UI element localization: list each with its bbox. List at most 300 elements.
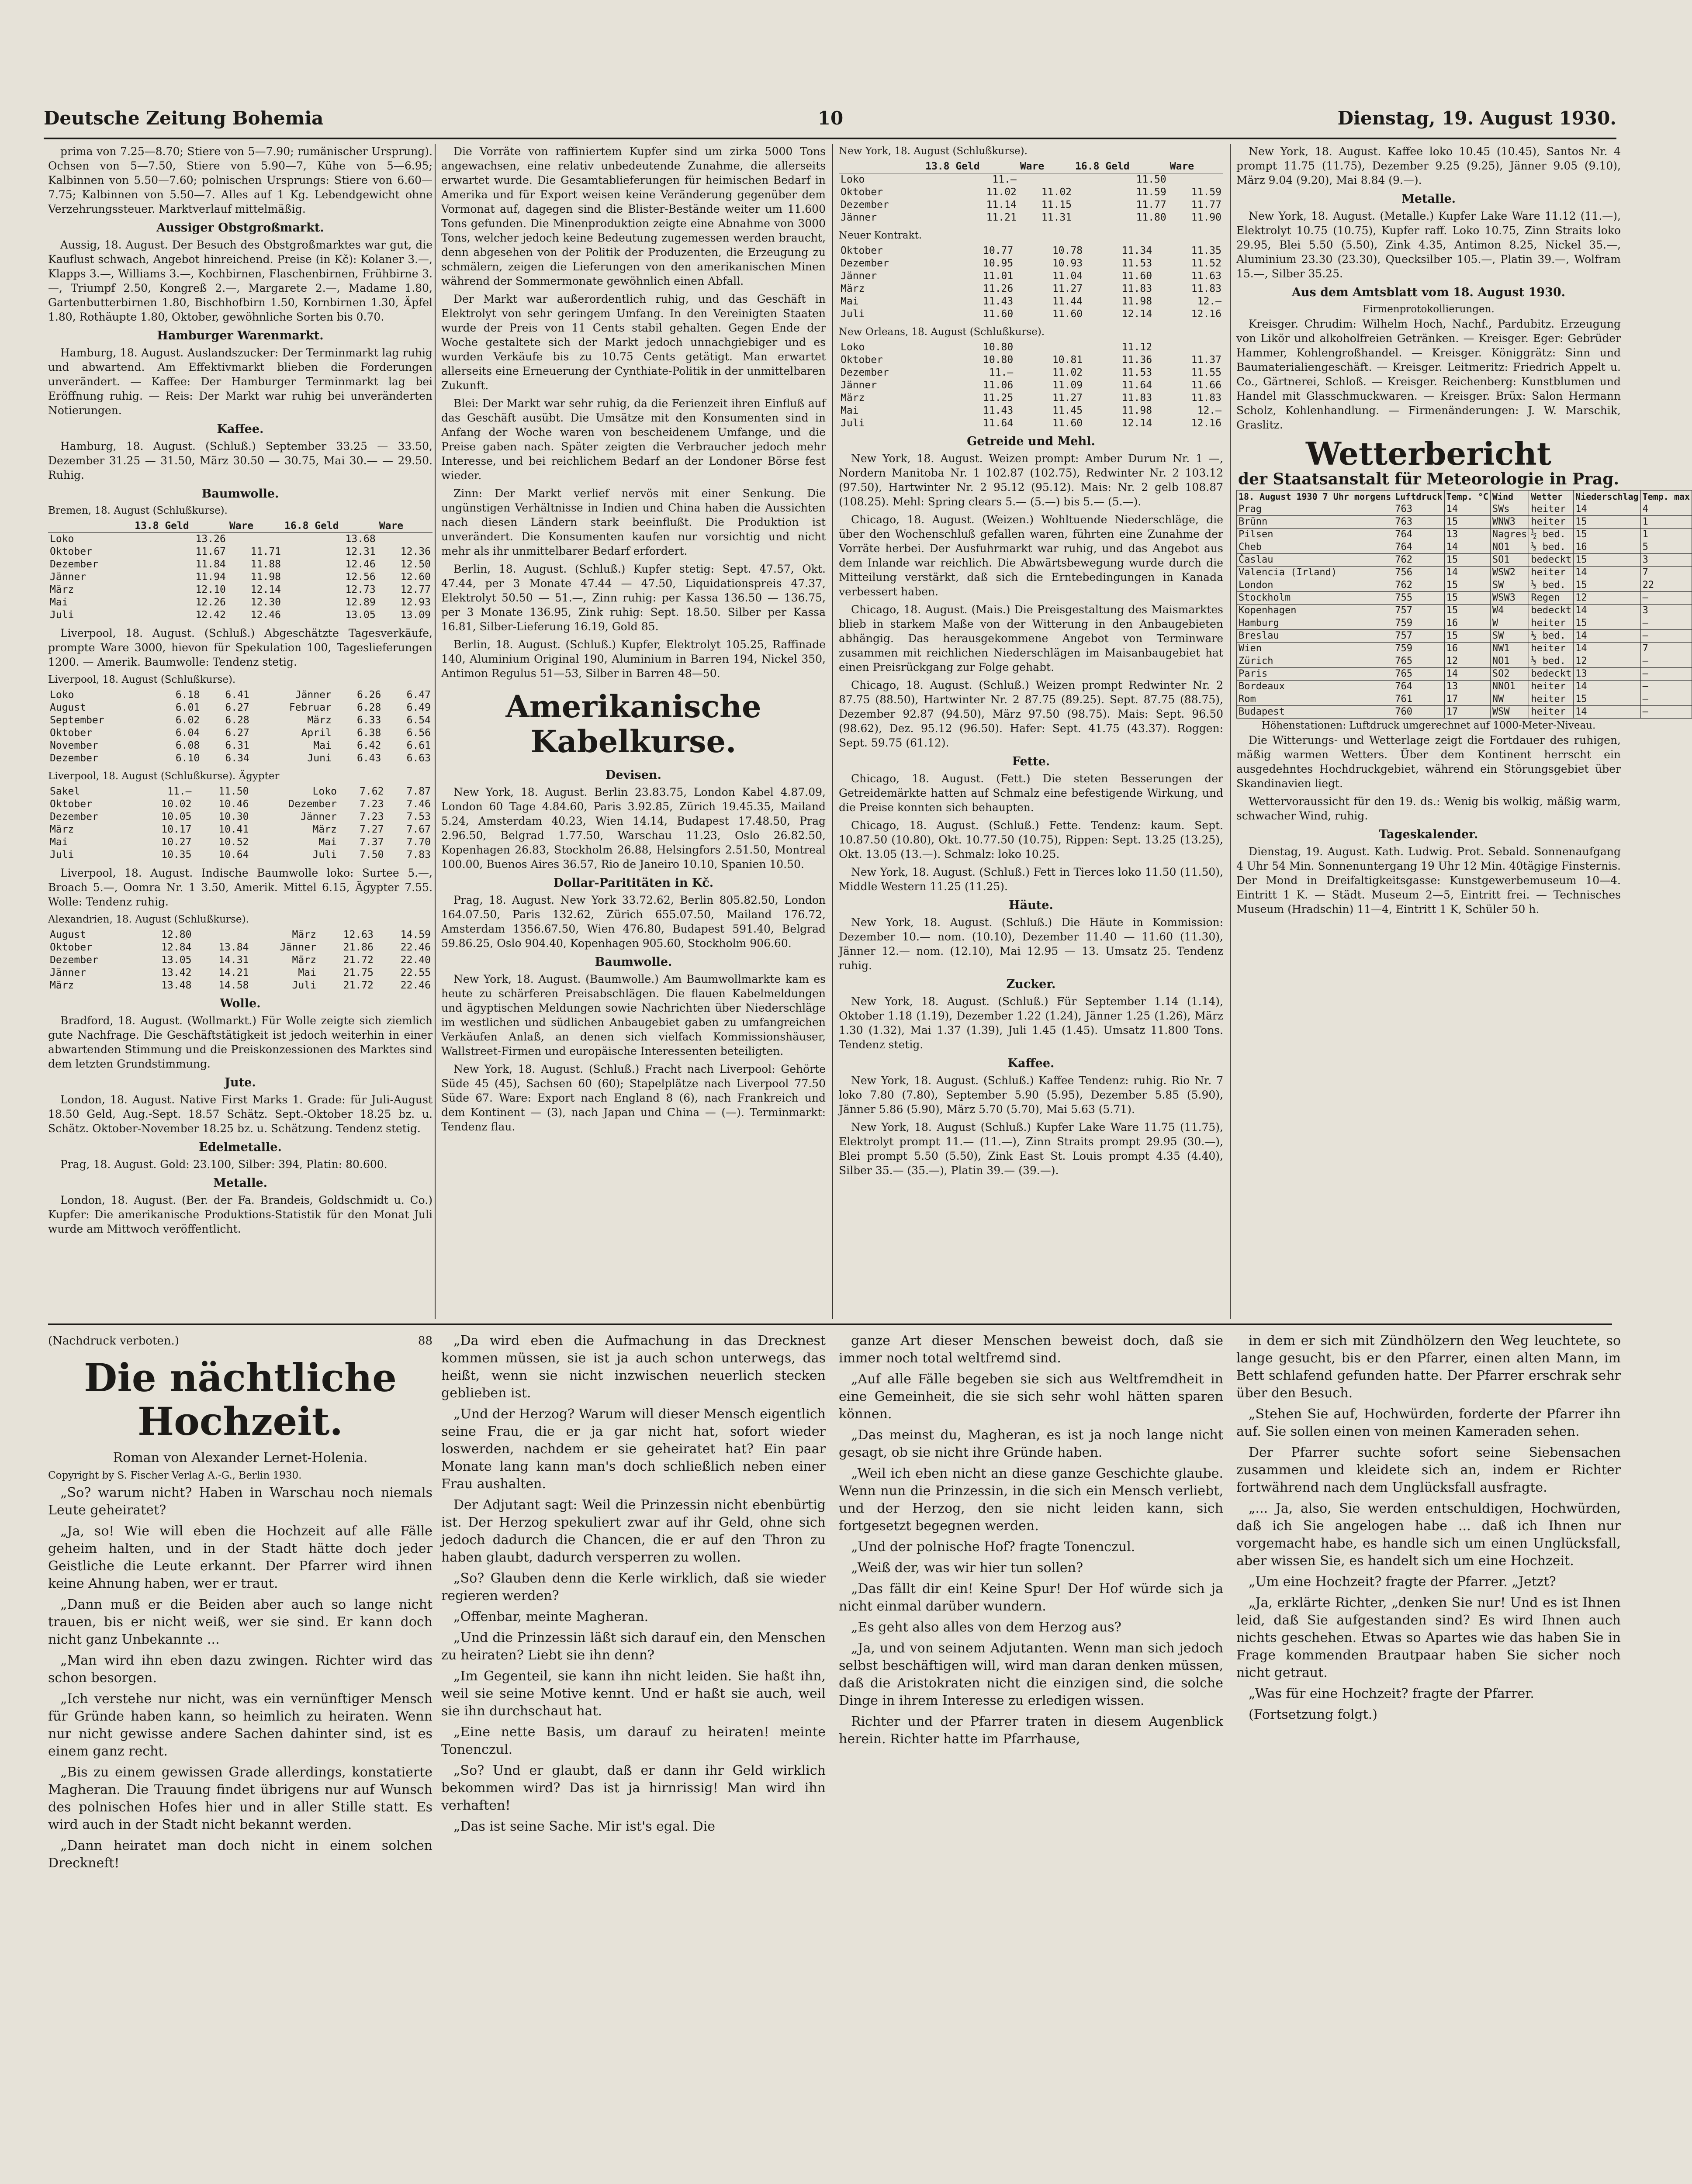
table-cell: 12.56 (345, 571, 376, 583)
table-cell: 11.90 (1191, 212, 1221, 223)
table-cell: 13.48 (161, 980, 192, 991)
table-cell: 12.63 (343, 929, 374, 940)
table-cell: — (1640, 592, 1692, 605)
table-cell: 22 (1640, 579, 1692, 592)
metals-text: New York, 18. August. (Metalle.) Kupfer Lake Ware 11.12 (11.—), Elektrolyt 10.75 (10.75), Kupfer raff. Loko 10.75, Zinn Straits loko 29.95, Blei 5.50 (5.50), Zink 4.35, Antimon 8.25, Nickel 35.—, Aluminium 23.30 (23.30), Quecksilber 105.—, Platin 39.—, Wolfram 15.—, Silber 35.25. (1236, 210, 1621, 280)
table-cell: Dezember (50, 954, 98, 966)
berlin-metals: Berlin, 18. August. (Schluß.) Kupfer stetig: Sept. 47.57, Okt. 47.44, per 3 Monate 47.44 — 47.50, Liquidationspreis 47.37, Elektrolyt 50.50 — 51.—, Zinn ruhig: per Kassa 136.50 — 136.75, per 3 Monate 136.95, Zink ruhig: Sept. 18.50. Silber per Kassa 16.81, Silber-Lieferung 16.19, Gold 85. (441, 563, 826, 633)
table-row (48, 727, 433, 740)
table-cell: Mai (313, 740, 332, 751)
table-header-cell: Luftdruck (1393, 491, 1444, 503)
table-cell: 11.83 (1191, 283, 1221, 294)
table-header-cell: Wind (1490, 491, 1529, 503)
table-cell: Dezember (50, 811, 98, 822)
table-cell: 763 (1393, 516, 1444, 529)
table-cell: 10.93 (1052, 258, 1083, 269)
weather-title: Wetterbericht (1306, 435, 1551, 472)
market-column-4 (1236, 144, 1690, 1319)
story-paragraph: Der Adjutant sagt: Weil die Prinzessin nicht ebenbürtig ist. Der Herzog spekuliert zwar auf ihr Geld, ohne sich jedoch dadurch die Chancen, die er auf den Thron zu haben glaubt, dadurch versperren zu wollen. (441, 1497, 826, 1565)
story-text (839, 1332, 1223, 1748)
table-cell: 13.26 (195, 533, 226, 545)
table-cell: 7.50 (360, 849, 384, 860)
section-title: Fette. (1012, 755, 1050, 768)
table-header-cell: Temp. max (1640, 491, 1692, 503)
table-cell: 6.28 (356, 702, 381, 713)
table-cell: Mai (50, 597, 68, 608)
table-row (1237, 579, 1692, 592)
table-cell (193, 929, 250, 941)
table-row (48, 558, 433, 571)
table-cell: 7.87 (406, 786, 431, 797)
table-header-cell: Temp. °C (1444, 491, 1490, 503)
table-cell: 14 (1574, 605, 1641, 617)
table-header-cell (839, 160, 924, 173)
table-cell: Juli (841, 418, 865, 429)
table-row (1237, 668, 1692, 681)
table-cell: Jänner (50, 967, 87, 978)
table-cell: 11.— (992, 174, 1017, 185)
table-row (48, 584, 433, 596)
new-orleans-table (839, 341, 1223, 430)
table-cell: 15 (1574, 516, 1641, 529)
table-cell: 6.10 (175, 753, 200, 764)
table-cell: Loko (841, 174, 865, 185)
table-row (1237, 529, 1692, 541)
story-paragraph: ganze Art dieser Menschen beweist doch, daß sie immer noch total weltfremd sind. (839, 1333, 1223, 1366)
table-cell: August (50, 702, 87, 713)
table-cell: 7.37 (360, 836, 384, 848)
table-cell: 6.54 (406, 715, 431, 726)
table-cell: Loko (50, 533, 74, 545)
table-row (839, 417, 1223, 430)
table-cell: November (50, 740, 98, 751)
table-cell: Oktober (841, 354, 883, 366)
table-cell: 13 (1444, 681, 1490, 693)
table-cell: 6.63 (406, 753, 431, 764)
table-cell: 11.35 (1191, 245, 1221, 256)
story-title: Die nächtliche Hochzeit. (84, 1355, 397, 1444)
story-paragraph: „Da wird eben die Aufmachung in das Drecknest kommen müssen, sie ist ja auch schon unterwegs, das heißt, wenn sie nicht inzwischen neuerlich stecken geblieben ist. (441, 1333, 826, 1401)
table-row (839, 186, 1223, 199)
story-paragraph: „Ja, so! Wie will eben die Hochzeit auf alle Fälle geheim halten, und in der Stadt hätte doch jeder Geistliche die Leute erkannt. Der Pfarrer wird ihnen keine Ahnung haben, wer er traut. (48, 1524, 433, 1591)
grain-text: Chicago, 18. August. (Schluß.) Weizen prompt Redwinter Nr. 2 87.75 (88.50), Hartwinter Nr. 2 87.75 (89.25). Sept. 87.75 (88.75), Dezember 92.87 (94.50), März 97.50 (98.75). Mais: Sept. 96.50 (98.62), Dez. 95.12 (96.50). Hafer: Sept. 41.75 (43.37). Roggen: Sept. 59.75 (61.12). (839, 679, 1223, 749)
paper-name: Deutsche Zeitung Bohemia (44, 107, 324, 129)
story-paragraph: „Ich verstehe nur nicht, was ein vernünftiger Mensch für Gründe haben kann, so heimlich zu heiraten. Wenn nur nicht gewisse andere Sachen dahinter sind, ist es einem ganz recht. (48, 1691, 433, 1759)
section-title: Wolle. (220, 997, 261, 1010)
weather-table (1236, 490, 1692, 719)
table-row (839, 366, 1223, 379)
table-cell: Juli (50, 849, 74, 860)
table-cell: 16 (1444, 617, 1490, 630)
story-header (48, 1332, 433, 1350)
table-cell: 762 (1393, 579, 1444, 592)
table-cell: 12.60 (400, 571, 431, 583)
table-cell: 12.16 (1191, 418, 1221, 429)
table-cell: ½ bed. (1529, 630, 1574, 643)
cable-rates-title: Amerikanische Kabelkurse. (505, 688, 761, 760)
table-cell: 11.88 (250, 559, 281, 570)
table-cell: 11.64 (1121, 380, 1152, 391)
reprint-notice: (Nachdruck verboten.) (48, 1334, 179, 1348)
liverpool-egypt-table (48, 785, 433, 861)
liverpool-cotton-table (48, 689, 433, 765)
table-body (839, 173, 1223, 225)
table-cell: 11.64 (983, 418, 1014, 429)
metals-text: London, 18. August. (Ber. der Fa. Brandeis, Goldschmidt u. Co.) Kupfer: Die amerikanische Produktions-Statistik für den Monat Juli wurde am Mittwoch veröffentlicht. (48, 1194, 433, 1235)
table-cell: 13.05 (345, 609, 376, 621)
table-cell: Loko (312, 786, 337, 797)
table-row (1237, 630, 1692, 643)
copper-report: Die Vorräte von raffiniertem Kupfer sind um zirka 5000 Tons angewachsen, eine relativ unbedeutende Zunahme, die allerseits erwartet wurde. Die Gesamtablieferungen für heimischen Bedarf in Amerika und für Export weisen keine Veränderung gegenüber dem Vormonat auf, dagegen sind die Blister-Bestände weiter um 11.600 Tons gefunden. Die Minenproduktion zeigte eine Abnahme von 3000 Tons, welcher jedoch keine Bedeutung zugemessen werden braucht, denn abgesehen von der Politik der Produzenten, die Erzeugung zu schmälern, zeigen die Lieferungen von den amerikanischen Minen während der Sommermonate gewöhnlich einen Abfall. (441, 145, 826, 287)
masthead-rule (44, 138, 1616, 139)
table-cell: 11.37 (1191, 354, 1221, 366)
story-paragraph: „Das fällt dir ein! Keine Spur! Der Hof würde sich ja nicht einmal darüber wundern. (839, 1581, 1223, 1614)
table-cell: 11.80 (1136, 212, 1166, 223)
section-title: Aussiger Obstgroßmarkt. (156, 221, 324, 235)
table-row (839, 257, 1223, 270)
indian-cotton-text: Liverpool, 18. August. Indische Baumwolle loko: Surtee 5.—, Broach 5.—, Oomra Nr. 1 3.50, Amerik. Mittel 6.15, Ägypter 7.55. Wolle: Tendenz ruhig. (48, 867, 433, 908)
coffee-text: New York, 18. August. Kaffee loko 10.45 (10.45), Santos Nr. 4 prompt 11.75 (11.75), Dezember 9.25 (9.25), Jänner 9.05 (9.10), März 9.04 (9.20), Mai 8.84 (9.—). (1236, 145, 1621, 187)
table-cell: Loko (841, 342, 865, 353)
table-cell: 14 (1444, 668, 1490, 681)
table-cell: 12.10 (195, 584, 226, 595)
table-cell: 14 (1574, 503, 1641, 516)
table-cell: heiter (1529, 681, 1574, 693)
table-header-cell: Ware (1018, 160, 1073, 173)
table-row (48, 849, 433, 861)
table-cell: 22.55 (400, 967, 431, 978)
table-cell: 13.42 (161, 967, 192, 978)
section-divider (48, 1324, 1612, 1325)
table-row (48, 740, 433, 752)
table-caption: Alexandrien, 18. August (Schlußkurse). (48, 914, 249, 925)
table-cell: 6.27 (225, 702, 249, 713)
table-cell: 5 (1640, 541, 1692, 554)
story-paragraph: „Stehen Sie auf, Hochwürden, forderte der Pfarrer ihn auf. Sie sollen einen von meinen Kameraden sehen. (1236, 1406, 1621, 1439)
table-cell: Dezember (841, 367, 889, 378)
episode-number: 88 (418, 1334, 433, 1348)
liverpool-text: Liverpool, 18. August. (Schluß.) Abgeschätzte Tagesverkäufe, prompte Ware 3000, hievon für Spekulation 100, Tageslieferungen 1200. — Amerik. Baumwolle: Tendenz stetig. (48, 627, 433, 668)
hamburg-market-text: Hamburg, 18. August. Auslandszucker: Der Terminmarkt lag ruhig und abwartend. Am Effektivmarkt blieben die Forderungen unverändert. — Kaffee: Der Hamburger Terminmarkt lag bei Eröffnung ruhig. — Reis: Der Markt war ruhig bei unveränderten Notierungen. (48, 346, 433, 417)
grain-text: Chicago, 18. August. (Weizen.) Wohltuende Niederschläge, die über den Wochenschluß gefallen waren, führten eine Zunahme der Vorräte herbei. Der Ausfuhrmarkt war ruhig, und das Angebot aus dem Inlande war reichlich. Die Abwärtsbewegung wurde durch die Mitteilung verstärkt, daß sich die Erntebedingungen in Kanada verbessert haben. (839, 513, 1223, 598)
story-paragraph: „Ja, und von seinem Adjutanten. Wenn man sich jedoch selbst beschäftigen will, wird man daran denken müssen, daß die Aristokraten nicht die einzigen sind, die solche Dinge in ihrem Interesse zu erledigen wissen. (839, 1641, 1223, 1708)
table-cell: 6.18 (175, 689, 200, 701)
table-row (48, 714, 433, 727)
table-row (48, 811, 433, 823)
table-cell: Jänner (50, 571, 87, 583)
table-cell: 4 (1640, 503, 1692, 516)
table-cell: — (1640, 655, 1692, 668)
table-cell: 10.02 (161, 798, 192, 810)
table-cell: Mai (318, 836, 337, 848)
fats-text: Chicago, 18. August. (Fett.) Die steten Besserungen der Getreidemärkte hatten auf Schmalz eine befestigende Wirkung, und die Preise konnten sich behaupten. (839, 772, 1223, 814)
table-cell: 22.40 (400, 954, 431, 966)
lead-report: Blei: Der Markt war sehr ruhig, da die Ferienzeit ihren Einfluß auf das Geschäft ausübt. Die Umsätze mit den Konsumenten sind in Anfang der Woche waren von bescheidenem Umfange, und die Preise gaben nach. Später zeigten die Verbraucher jedoch mehr Interesse, und bei reichlichem Bedarf an der Londoner Börse fest wieder. (441, 397, 826, 482)
table-cell: Oktober (50, 798, 92, 810)
table-row (839, 283, 1223, 295)
table-row (48, 967, 433, 979)
story-text (441, 1332, 826, 1835)
table-cell: 7.23 (360, 798, 384, 810)
table-header-cell: 13.8 Geld (133, 520, 228, 533)
table-cell: Juni (307, 753, 332, 764)
table-cell: Jänner (295, 689, 332, 701)
table-cell: Paris (1237, 668, 1393, 681)
table-cell: NW1 (1490, 643, 1529, 655)
table-cell: 6.27 (225, 727, 249, 739)
table-row (48, 609, 433, 622)
table-cell: Dezember (50, 753, 98, 764)
table-cell: NW (1490, 693, 1529, 706)
table-header-cell: Wetter (1529, 491, 1574, 503)
table-cell: NNO1 (1490, 681, 1529, 693)
table-cell: 11.98 (1121, 296, 1152, 307)
table-cell: 16 (1574, 541, 1641, 554)
hides-text: New York, 18. August. (Schluß.) Die Häute in Kommission: Dezember 10.— nom. (10.10), Dezember 11.40 — 11.60 (11.30), Jänner 12.— nom. (12.10), Mai 12.95 — 13. Umsatz 25. Tendenz ruhig. (839, 916, 1223, 972)
table-header-row (839, 160, 1223, 173)
table-body (48, 929, 433, 992)
story-paragraph: „Es geht also alles von dem Herzog aus? (851, 1620, 1121, 1635)
table-cell: 6.01 (175, 702, 200, 713)
table-cell: 3 (1640, 605, 1692, 617)
table-cell: 11.09 (1052, 380, 1083, 391)
weather-forecast: Wettervoraussicht für den 19. ds.: Wenig bis wolkig, mäßig warm, schwacher Wind, ruhig. (1236, 795, 1621, 822)
story-column-2 (441, 1332, 826, 2184)
table-cell: 10.52 (218, 836, 249, 848)
table-cell: 14.21 (218, 967, 249, 978)
table-cell: Brünn (1237, 516, 1393, 529)
table-cell: 21.72 (343, 980, 374, 991)
story-copyright: Copyright by S. Fischer Verlag A.-G., Berlin 1930. (48, 1470, 302, 1481)
table-cell: 15 (1444, 630, 1490, 643)
table-cell: 11.98 (250, 571, 281, 583)
story-paragraph: „... Ja, also, Sie werden entschuldigen, Hochwürden, daß ich Sie angelogen habe ... daß ich Ihnen nur vorgemacht habe, es handle sich um einen Unglücksfall, aber wissen Sie, es handelt sich um eine Hochzeit. (1236, 1501, 1621, 1569)
table-cell: 12 (1444, 655, 1490, 668)
table-cell: 12.31 (345, 546, 376, 557)
dollar-parity-text: Prag, 18. August. New York 33.72.62, Berlin 805.82.50, London 164.07.50, Paris 132.62, Zürich 655.07.50, Mailand 176.72, Amsterdam 1356.67.50, Wien 476.80, Budapest 591.40, Belgrad 59.86.25, Oslo 904.40, Kopenhagen 905.60, Stockholm 906.60. (441, 894, 826, 950)
table-cell: Oktober (50, 727, 92, 739)
table-row (839, 211, 1223, 224)
table-cell: 6.26 (356, 689, 381, 701)
bremen-cotton-table (48, 520, 433, 622)
table-cell: Cheb (1237, 541, 1393, 554)
table-cell: 764 (1393, 541, 1444, 554)
story-text (48, 1484, 433, 1872)
table-row (48, 941, 433, 954)
table-cell: 10.80 (983, 342, 1014, 353)
table-row (48, 954, 433, 967)
table-cell: 11.59 (1191, 187, 1221, 198)
table-cell: 11.31 (1041, 212, 1072, 223)
table-cell: 762 (1393, 554, 1444, 567)
story-text (1236, 1332, 1621, 1724)
section-title: Getreide und Mehl. (967, 435, 1095, 448)
table-cell: 765 (1393, 668, 1444, 681)
story-paragraph: „Weiß der, was wir hier tun sollen? (851, 1560, 1083, 1576)
table-cell: 11.60 (983, 308, 1014, 320)
table-cell (1154, 341, 1223, 354)
table-header-cell: Ware (228, 520, 283, 533)
table-cell: Juli (50, 609, 74, 621)
table-cell: SO1 (1490, 554, 1529, 567)
table-row (48, 546, 433, 558)
table-cell: 11.43 (983, 405, 1014, 416)
table-cell: 11.04 (1052, 270, 1083, 282)
table-cell: — (1640, 668, 1692, 681)
table-cell: 14 (1444, 541, 1490, 554)
table-cell: Loko (50, 689, 74, 701)
table-cell: heiter (1529, 706, 1574, 719)
table-cell: heiter (1529, 567, 1574, 579)
table-cell: 11.60 (1052, 418, 1083, 429)
table-row (839, 404, 1223, 417)
table-cell: 759 (1393, 643, 1444, 655)
table-cell: 10.78 (1052, 245, 1083, 256)
table-cell: 14 (1574, 706, 1641, 719)
table-cell: 11.53 (1121, 367, 1152, 378)
table-cell: Jänner (841, 212, 877, 223)
table-cell: 15 (1574, 554, 1641, 567)
table-cell: 11.15 (1041, 199, 1072, 211)
table-cell: heiter (1529, 643, 1574, 655)
column-rule (1230, 144, 1231, 1319)
story-paragraph: in dem er sich mit Zündhölzern den Weg leuchtete, so lange gesucht, bis er den Pfarrer, einen alten Mann, im Bett schlafend gefunden hatte. Der Pfarrer erschrak sehr über den Besuch. (1236, 1333, 1621, 1401)
table-cell: 6.56 (406, 727, 431, 739)
table-row (1237, 554, 1692, 567)
table-row (839, 354, 1223, 366)
table-body (839, 245, 1223, 321)
table-cell: 15 (1574, 529, 1641, 541)
table-cell: heiter (1529, 617, 1574, 630)
table-cell: Sakel (50, 786, 80, 797)
table-row (839, 392, 1223, 404)
table-cell: 11.50 (1136, 174, 1166, 185)
story-paragraph: „Dann muß er die Beiden aber auch so lange nicht trauen, bis er nicht weiß, wer sie sind. Er kann doch nicht ganz Unbekannte ... (48, 1597, 433, 1647)
section-title: Metalle. (1401, 192, 1456, 206)
table-cell (228, 533, 283, 546)
table-cell: Pilsen (1237, 529, 1393, 541)
table-cell: 7.27 (360, 824, 384, 835)
table-cell: WSW3 (1490, 592, 1529, 605)
table-cell: Jänner (300, 811, 337, 822)
table-cell: September (50, 715, 104, 726)
table-cell: 757 (1393, 630, 1444, 643)
table-cell: — (1640, 681, 1692, 693)
table-row (839, 270, 1223, 283)
table-cell: Jänner (841, 380, 877, 391)
table-header-cell: 13.8 Geld (924, 160, 1018, 173)
table-cell: 12.14 (1121, 308, 1152, 320)
table-cell: 11.— (989, 367, 1014, 378)
table-cell: 11.94 (195, 571, 226, 583)
table-cell: Juli (292, 980, 316, 991)
table-body (1237, 503, 1692, 719)
table-cell: SW (1490, 630, 1529, 643)
table-cell: 22.46 (400, 980, 431, 991)
alexandria-table (48, 929, 433, 992)
story-paragraph: „Im Gegenteil, sie kann ihn nicht leiden. Sie haßt ihn, weil sie seine Motive kennt. Und er haßt sie auch, weil sie ihn durchschaut hat. (441, 1669, 826, 1719)
table-cell: 17 (1444, 706, 1490, 719)
table-cell: 14.59 (400, 929, 431, 940)
table-cell: ½ bed. (1529, 579, 1574, 592)
story-paragraph: „So? Und er glaubt, daß er dann ihr Geld wirklich bekommen wird? Das ist ja hirnrissig! Man wird ihn verhaften! (441, 1763, 826, 1813)
table-row (1237, 681, 1692, 693)
table-cell: 12.— (1197, 405, 1221, 416)
story-paragraph: „Und die Prinzessin läßt sich darauf ein, den Menschen zu heiraten? Liebt sie ihn denn? (441, 1630, 826, 1663)
table-row (839, 173, 1223, 187)
table-row (48, 533, 433, 546)
table-cell: März (292, 929, 316, 940)
table-cell: 11.21 (986, 212, 1017, 223)
table-cell: 12 (1574, 592, 1641, 605)
table-cell: WNW3 (1490, 516, 1529, 529)
table-header-cell: 16.8 Geld (283, 520, 377, 533)
table-cell: 763 (1393, 503, 1444, 516)
table-cell: 11.55 (1191, 367, 1221, 378)
table-caption: Bremen, 18. August (Schlußkurse). (48, 505, 228, 516)
issue-date: Dienstag, 19. August 1930. (1337, 107, 1616, 129)
table-cell: 14 (1574, 643, 1641, 655)
table-cell: 7 (1640, 643, 1692, 655)
table-cell: Wien (1237, 643, 1393, 655)
table-cell: 14 (1574, 567, 1641, 579)
table-cell (1018, 173, 1073, 187)
table-cell: 12.77 (400, 584, 431, 595)
table-cell: 11.27 (1052, 392, 1083, 404)
table-cell: 760 (1393, 706, 1444, 719)
table-cell: 10.17 (161, 824, 192, 835)
table-row (1237, 693, 1692, 706)
story-paragraph: „Bis zu einem gewissen Grade allerdings, konstatierte Magheran. Die Trauung findet übrigens nur auf Wunsch des polnischen Hofes hier und in aller Stille statt. Es wird auch in der Stadt nicht bekannt werden. (48, 1765, 433, 1832)
sugar-text: New York, 18. August. (Schluß.) Für September 1.14 (1.14), Oktober 1.18 (1.19), Dezember 1.22 (1.24), Jänner 1.25 (1.26), März 1.30 (1.32), Mai 1.37 (1.39), Juli 1.45 (1.45). Umsatz 11.800 Tons. Tendenz stetig. (839, 995, 1223, 1051)
table-row (48, 571, 433, 584)
table-cell: 11.77 (1191, 199, 1221, 211)
table-caption: Neuer Kontrakt. (839, 230, 922, 241)
table-cell: 10.81 (1052, 354, 1083, 366)
table-cell: 3 (1640, 554, 1692, 567)
table-cell: Rom (1237, 693, 1393, 706)
table-header-cell: 18. August 1930 7 Uhr morgens (1237, 491, 1393, 503)
table-cell: 6.34 (225, 753, 249, 764)
table-cell: 10.77 (983, 245, 1014, 256)
table-cell: 12.50 (400, 559, 431, 570)
table-body (48, 785, 433, 861)
table-cell: 1 (1640, 516, 1692, 529)
table-cell: Prag (1237, 503, 1393, 516)
table-cell: 7.23 (360, 811, 384, 822)
table-cell: 11.84 (195, 559, 226, 570)
fruit-market-text: Aussig, 18. August. Der Besuch des Obstgroßmarktes war gut, die Kauflust schwach, Angebot hinreichend. Preise (in Kč): Kolaner 3.—, Klapps 3.—, Williams 3.—, Kochbirnen, Flaschenbirnen, Frühbirne 3.—, Triumpf 2.50, Kongreß 2.—, Margarete 2.—, Madame 1.80, Gartenbutterbirnen 1.80, Bischhofbirn 1.50, Kornbirnen 1.30, Äpfel 1.80, Rothäupte 1.80, Oktober, gewöhnliche Sorten bis 0.70. (48, 238, 433, 323)
grain-text: New York, 18. August. Weizen prompt: Amber Durum Nr. 1 —, Nordern Manitoba Nr. 1 102.87 (102.75), Redwinter Nr. 2 103.12 (97.50), Hartwinter Nr. 2 95.12 (95.12). Mais: Nr. 2 gelb 108.87 (108.25). Mehl: Spring clears 5.— (5.—) bis 5.— (5.—). (839, 452, 1223, 508)
table-cell: 7.62 (360, 786, 384, 797)
table-cell: Dezember (288, 798, 337, 810)
table-cell: heiter (1529, 503, 1574, 516)
table-cell: 11.36 (1121, 354, 1152, 366)
table-cell: 11.71 (250, 546, 281, 557)
wool-text: Bradford, 18. August. (Wollmarkt.) Für Wolle zeigte sich ziemlich gute Nachfrage. Die Geschäftstätigkeit ist jedoch weiterhin in einer abwartenden Stimmung und die Preiskonzessionen des Marktes sind dem letzten Grundstimmung. (48, 1014, 433, 1070)
table-cell: August (50, 929, 87, 940)
table-cell: 12.30 (250, 597, 281, 608)
table-cell: 11.27 (1052, 283, 1083, 294)
table-cell: 765 (1393, 655, 1444, 668)
table-row (48, 979, 433, 992)
table-cell: 11.44 (1052, 296, 1083, 307)
table-header-row (48, 520, 433, 533)
table-row (48, 823, 433, 836)
table-cell: 6.28 (225, 715, 249, 726)
table-cell: 15 (1444, 554, 1490, 567)
table-cell: Februar (289, 702, 332, 713)
